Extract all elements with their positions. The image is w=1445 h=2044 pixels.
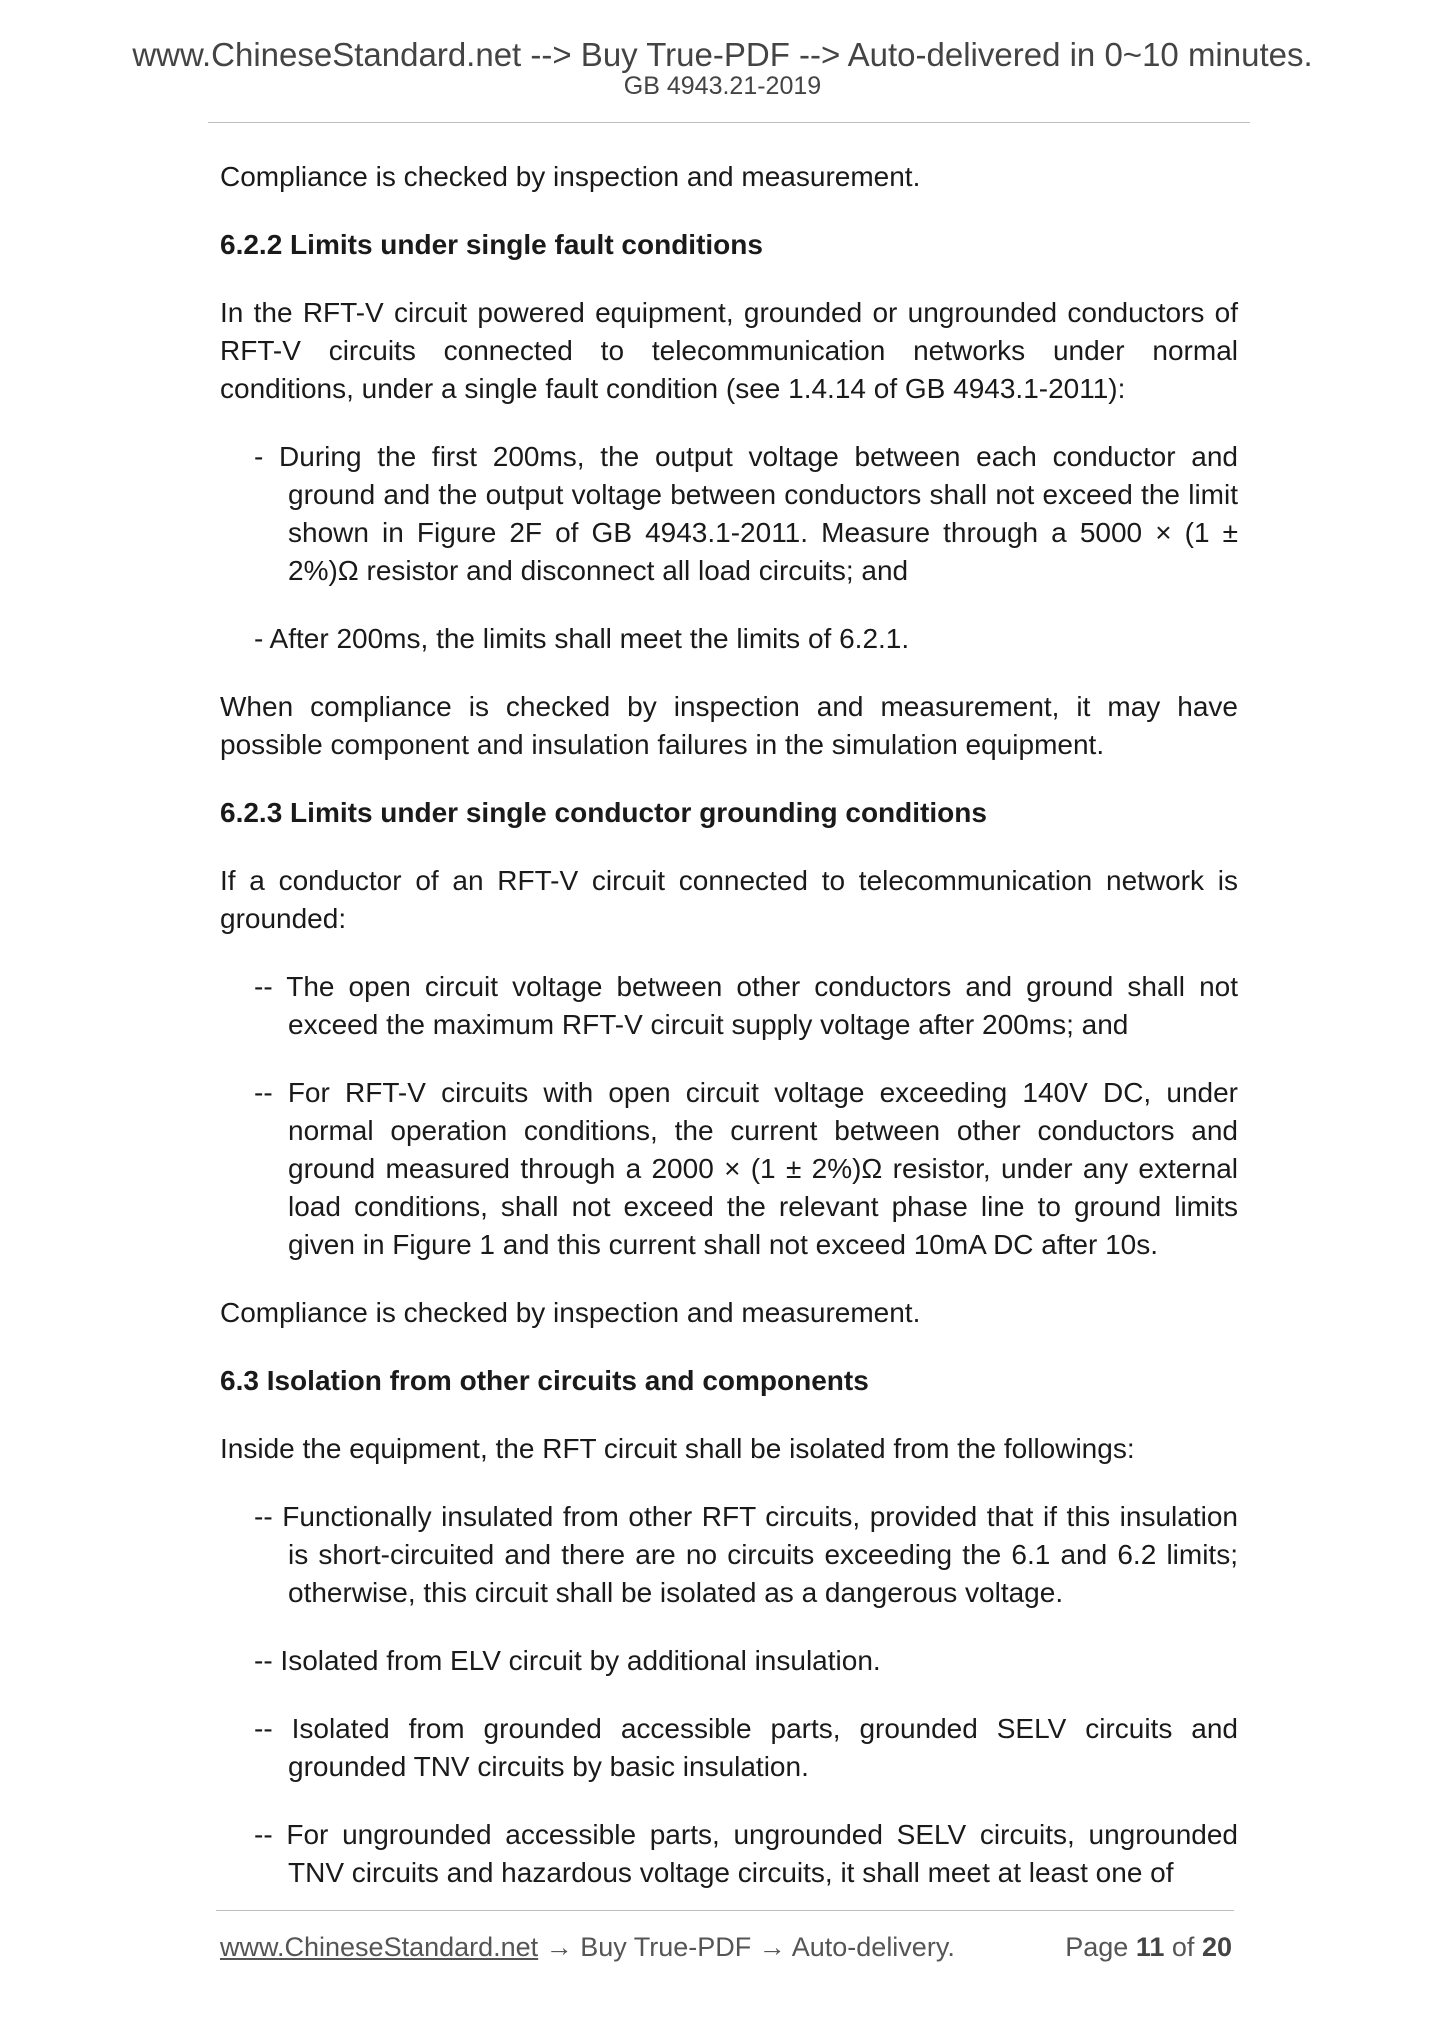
list-item-after-200ms: - After 200ms, the limits shall meet the limits of 6.2.1. xyxy=(254,623,910,654)
page-label: Page xyxy=(1065,1932,1129,1962)
list-item-grounded-parts: -- Isolated from grounded accessible parts, grounded SELV circuits and grounded TNV circuits by basic insulation. xyxy=(254,1713,1238,1782)
paragraph-compliance-2: Compliance is checked by inspection and measurement. xyxy=(220,1297,921,1328)
heading-6-3: 6.3 Isolation from other circuits and components xyxy=(220,1365,869,1396)
header-banner: www.ChineseStandard.net --> Buy True-PDF --> Auto-delivered in 0~10 minutes. xyxy=(132,36,1313,73)
heading-6-2-3: 6.2.3 Limits under single conductor grounding conditions xyxy=(220,797,987,828)
page-footer xyxy=(220,1934,1232,1961)
paragraph-rftv-single-fault: In the RFT-V circuit powered equipment, grounded or ungrounded conductors of RFT-V circuits connected to telecommunication networks under normal conditions, under a single fault condition (see 1.4.14 of GB 4943.1-2011): xyxy=(220,297,1238,404)
page-content xyxy=(220,158,1238,1922)
paragraph-compliance-1: Compliance is checked by inspection and measurement. xyxy=(220,161,921,192)
footer-website-link[interactable]: www.ChineseStandard.net xyxy=(220,1932,539,1962)
list-item-open-circuit-voltage: -- The open circuit voltage between other conductors and ground shall not exceed the maximum RFT-V circuit supply voltage after 200ms; and xyxy=(254,971,1238,1040)
page-number xyxy=(1065,1934,1232,1961)
page-current: 11 xyxy=(1135,1932,1165,1962)
paragraph-compliance-simulation: When compliance is checked by inspection and measurement, it may have possible component and insulation failures in the simulation equipment. xyxy=(220,691,1238,760)
list-item-functional-insulation: -- Functionally insulated from other RFT circuits, provided that if this insulation is short-circuited and there are no circuits exceeding the 6.1 and 6.2 limits; otherwise, this circuit shall be isolated as a dangerous voltage. xyxy=(254,1501,1238,1608)
list-item-first-200ms: - During the first 200ms, the output voltage between each conductor and ground and the output voltage between conductors shall not exceed the limit shown in Figure 2F of GB 4943.1-2011. Measure through a 5000 × (1 ± 2%)Ω resistor and disconnect all load circuits; and xyxy=(254,441,1238,586)
footer-divider xyxy=(216,1910,1234,1911)
list-item-140v-dc: -- For RFT-V circuits with open circuit voltage exceeding 140V DC, under normal operation conditions, the current between other conductors and ground measured through a 2000 × (1 ± 2%)Ω resistor, under any external load conditions, shall not exceed the relevant phase line to ground limits given in Figure 1 and this current shall not exceed 10mA DC after 10s. xyxy=(254,1077,1238,1260)
page-of: of xyxy=(1171,1932,1195,1962)
heading-6-2-2: 6.2.2 Limits under single fault conditions xyxy=(220,229,763,260)
paragraph-conductor-grounded: If a conductor of an RFT-V circuit connected to telecommunication network is grounded: xyxy=(220,865,1238,934)
page-total: 20 xyxy=(1201,1932,1232,1962)
list-item-ungrounded-parts: -- For ungrounded accessible parts, ungrounded SELV circuits, ungrounded TNV circuits and hazardous voltage circuits, it shall meet at least one of xyxy=(254,1819,1238,1888)
document-code: GB 4943.21-2019 xyxy=(623,72,822,100)
paragraph-isolation-intro: Inside the equipment, the RFT circuit shall be isolated from the followings: xyxy=(220,1433,1135,1464)
list-item-elv-isolation: -- Isolated from ELV circuit by additional insulation. xyxy=(254,1645,881,1676)
header-divider xyxy=(208,122,1250,123)
footer-promo-text: → Buy True-PDF → Auto-delivery. xyxy=(538,1932,955,1962)
